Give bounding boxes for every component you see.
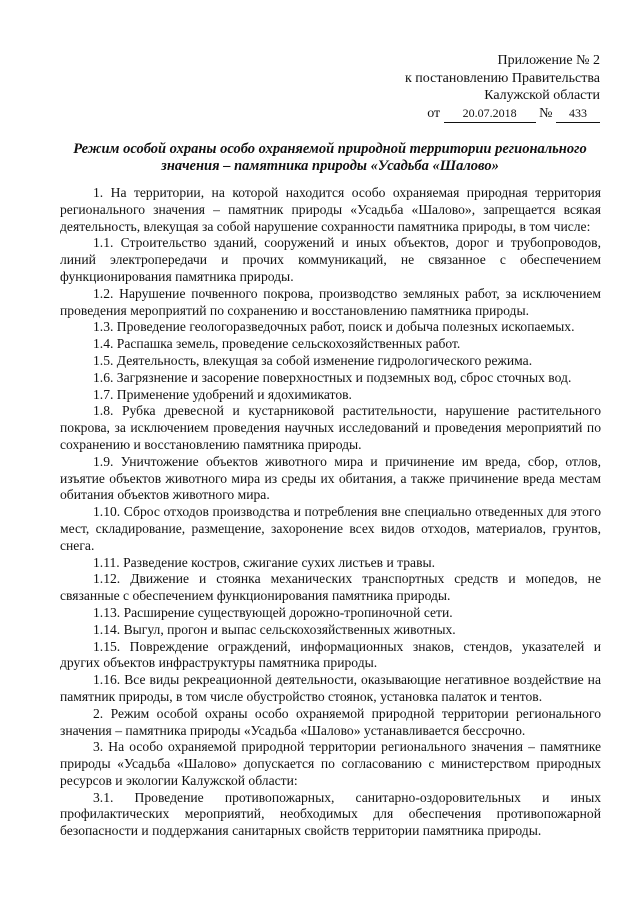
- paragraph-3-1: 3.1. Проведение противопожарных, санитарно-оздоровительных и иных профилактических мероприятий, необходимых для обеспечения противопожарной безопасности и поддержания санитарных свойств территории памятника природы.: [60, 789, 601, 839]
- title-line-2: значения – памятника природы «Усадьба «Шалово»: [161, 158, 499, 174]
- title-line-1: Режим особой охраны особо охраняемой природной территории регионального: [73, 141, 587, 157]
- paragraph-1-6: 1.6. Загрязнение и засорение поверхностных и подземных вод, сброс сточных вод.: [93, 369, 572, 385]
- paragraph-1-4: 1.4. Распашка земель, проведение сельскохозяйственных работ.: [93, 336, 461, 352]
- number-label: №: [539, 105, 553, 121]
- decree-reference: к постановлению Правительства: [404, 70, 600, 86]
- decree-date: 20.07.2018: [444, 105, 536, 124]
- appendix-header: [360, 52, 600, 123]
- paragraph-1-8: 1.8. Рубка древесной и кустарниковой растительности, нарушение растительного покрова, за исключением проведения научных исследований и проведения мероприятий по сохранению и восстановлению памятника природы.: [60, 403, 601, 452]
- decree-number: 433: [556, 105, 600, 124]
- paragraph-1-5: 1.5. Деятельность, влекущая за собой изменение гидрологического режима.: [93, 352, 533, 368]
- paragraph-1-10: 1.10. Сброс отходов производства и потребления вне специально отведенных для этого мест, складирование, размещение, захоронение всех видов отходов, материалов, грунтов, снега.: [60, 504, 601, 553]
- document-body: [60, 185, 601, 840]
- appendix-number: Приложение № 2: [497, 53, 600, 68]
- paragraph-1: 1. На территории, на которой находится особо охраняемая природная территория регионального значения – памятник природы «Усадьба «Шалово», запрещается всякая деятельность, влекущая за собой нарушение сохранности памятника природы, в том числе:: [60, 185, 601, 234]
- paragraph-1-13: 1.13. Расширение существующей дорожно-тропиночной сети.: [93, 604, 453, 620]
- region-name: Калужской области: [484, 88, 600, 103]
- paragraph-3: 3. На особо охраняемой природной территории регионального значения – памятнике природы «Усадьба «Шалово» допускается по согласованию с министерством природных ресурсов и экологии Калужской области:: [60, 739, 601, 788]
- paragraph-1-15: 1.15. Повреждение ограждений, информационных знаков, стендов, указателей и других объектов инфраструктуры памятника природы.: [60, 638, 601, 671]
- paragraph-1-11: 1.11. Разведение костров, сжигание сухих листьев и травы.: [93, 554, 436, 570]
- paragraph-1-3: 1.3. Проведение геологоразведочных работ, поиск и добыча полезных ископаемых.: [93, 319, 575, 335]
- paragraph-2: 2. Режим особой охраны особо охраняемой природной территории регионального значения – памятника природы «Усадьба «Шалово» устанавливается бессрочно.: [60, 705, 601, 738]
- paragraph-1-14: 1.14. Выгул, прогон и выпас сельскохозяйственных животных.: [93, 621, 456, 637]
- paragraph-1-2: 1.2. Нарушение почвенного покрова, производство земляных работ, за исключением проведения мероприятий по сохранению и восстановлению памятника природы.: [60, 285, 601, 318]
- paragraph-1-9: 1.9. Уничтожение объектов животного мира и причинение им вреда, сбор, отлов, изъятие объектов животного мира из среды их обитания, а также причинение вреда местам обитания объектов животного мира.: [60, 453, 601, 503]
- paragraph-1-1: 1.1. Строительство зданий, сооружений и иных объектов, дорог и трубопроводов, линий электропередачи и прочих коммуникаций, не связанное с обеспечением функционирования памятника природы.: [60, 235, 601, 284]
- paragraph-1-16: 1.16. Все виды рекреационной деятельности, оказывающие негативное воздействие на памятник природы, в том числе обустройство стоянок, установка палаток и тентов.: [60, 672, 601, 704]
- paragraph-1-12: 1.12. Движение и стоянка механических транспортных средств и мопедов, не связанные с обеспечением функционирования памятника природы.: [60, 571, 601, 604]
- paragraph-1-7: 1.7. Применение удобрений и ядохимикатов.: [93, 386, 352, 402]
- document-title: [60, 141, 600, 175]
- from-label: от: [427, 105, 441, 121]
- date-number-line: [360, 105, 600, 124]
